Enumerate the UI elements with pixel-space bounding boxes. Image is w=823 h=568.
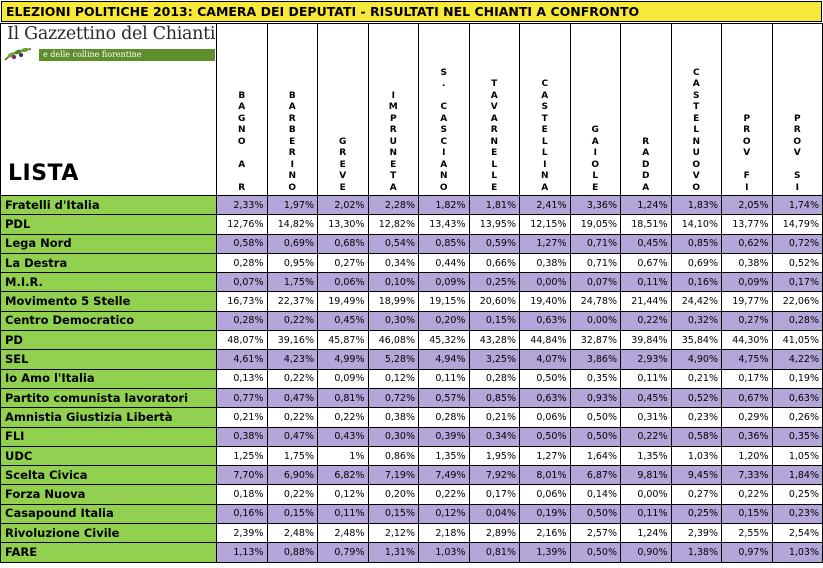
- table-row: [1, 466, 823, 485]
- party-name: Scelta Civica: [1, 466, 217, 485]
- result-cell: 0,22%: [621, 427, 672, 446]
- party-name: Centro Democratico: [1, 311, 217, 330]
- result-cell: 2,33%: [217, 196, 268, 215]
- result-cell: 5,28%: [368, 350, 419, 369]
- logo-title: Il Gazzettino del Chianti: [7, 24, 216, 44]
- result-cell: 0,31%: [621, 408, 672, 427]
- result-cell: 19,40%: [520, 292, 571, 311]
- result-cell: 1,20%: [722, 446, 773, 465]
- result-cell: 3,25%: [469, 350, 520, 369]
- result-cell: 2,05%: [722, 196, 773, 215]
- result-cell: 0,67%: [722, 388, 773, 407]
- result-cell: 8,01%: [520, 466, 571, 485]
- result-cell: 0,67%: [621, 253, 672, 272]
- result-cell: 1,75%: [267, 273, 318, 292]
- column-header-label: B A G N O A R: [237, 90, 246, 193]
- result-cell: 0,06%: [318, 273, 369, 292]
- column-header: [621, 24, 672, 196]
- result-cell: 0,22%: [267, 369, 318, 388]
- result-cell: 0,86%: [368, 446, 419, 465]
- result-cell: 0,36%: [722, 427, 773, 446]
- result-cell: 0,25%: [469, 273, 520, 292]
- result-cell: 0,52%: [671, 388, 722, 407]
- result-cell: 35,84%: [671, 331, 722, 350]
- result-cell: 0,20%: [368, 485, 419, 504]
- result-cell: 12,76%: [217, 215, 268, 234]
- column-header: [671, 24, 722, 196]
- column-header: [267, 24, 318, 196]
- table-row: [1, 311, 823, 330]
- results-body: [1, 196, 823, 563]
- party-name: PDL: [1, 215, 217, 234]
- result-cell: 0,19%: [772, 369, 823, 388]
- result-cell: 0,16%: [217, 504, 268, 523]
- result-cell: 44,30%: [722, 331, 773, 350]
- column-header: [217, 24, 268, 196]
- result-cell: 7,33%: [722, 466, 773, 485]
- column-header-label: P R O V F I: [742, 113, 751, 193]
- result-cell: 1,35%: [419, 446, 470, 465]
- column-header-label: G A I O L E: [591, 125, 600, 193]
- result-cell: 1,05%: [772, 446, 823, 465]
- result-cell: 0,22%: [419, 485, 470, 504]
- result-cell: 0,38%: [722, 253, 773, 272]
- result-cell: 0,12%: [318, 485, 369, 504]
- result-cell: 1,97%: [267, 196, 318, 215]
- result-cell: 1,35%: [621, 446, 672, 465]
- result-cell: 0,11%: [621, 504, 672, 523]
- result-cell: 0,45%: [318, 311, 369, 330]
- result-cell: 46,08%: [368, 331, 419, 350]
- result-cell: 45,32%: [419, 331, 470, 350]
- result-cell: 2,54%: [772, 524, 823, 543]
- result-cell: 0,11%: [318, 504, 369, 523]
- result-cell: 2,02%: [318, 196, 369, 215]
- result-cell: 0,71%: [570, 234, 621, 253]
- result-cell: 14,10%: [671, 215, 722, 234]
- result-cell: 0,22%: [722, 485, 773, 504]
- result-cell: 0,38%: [368, 408, 419, 427]
- result-cell: 0,52%: [772, 253, 823, 272]
- result-cell: 6,87%: [570, 466, 621, 485]
- column-header: [722, 24, 773, 196]
- result-cell: 1,31%: [368, 543, 419, 562]
- result-cell: 0,28%: [772, 311, 823, 330]
- result-cell: 1,82%: [419, 196, 470, 215]
- column-header-label: C A S T E L L I N A: [540, 79, 549, 193]
- result-cell: 13,43%: [419, 215, 470, 234]
- result-cell: 0,50%: [520, 427, 571, 446]
- result-cell: 0,00%: [621, 485, 672, 504]
- party-name: La Destra: [1, 253, 217, 272]
- result-cell: 0,09%: [419, 273, 470, 292]
- result-cell: 0,22%: [267, 408, 318, 427]
- result-cell: 0,95%: [267, 253, 318, 272]
- result-cell: 0,14%: [570, 485, 621, 504]
- result-cell: 0,22%: [267, 311, 318, 330]
- result-cell: 0,11%: [621, 369, 672, 388]
- result-cell: 16,73%: [217, 292, 268, 311]
- table-row: [1, 196, 823, 215]
- table-row: [1, 234, 823, 253]
- page-title: ELEZIONI POLITICHE 2013: CAMERA DEI DEPUTATI - RISULTATI NEL CHIANTI A CONFRONTO: [1, 1, 822, 22]
- result-cell: 0,85%: [671, 234, 722, 253]
- result-cell: 0,12%: [368, 369, 419, 388]
- table-row: [1, 273, 823, 292]
- column-header: [318, 24, 369, 196]
- result-cell: 0,17%: [722, 369, 773, 388]
- result-cell: 0,39%: [419, 427, 470, 446]
- result-cell: 0,69%: [671, 253, 722, 272]
- result-cell: 9,45%: [671, 466, 722, 485]
- result-cell: 0,04%: [469, 504, 520, 523]
- result-cell: 1,75%: [267, 446, 318, 465]
- result-cell: 6,82%: [318, 466, 369, 485]
- result-cell: 0,85%: [469, 388, 520, 407]
- table-row: [1, 543, 823, 562]
- result-cell: 2,48%: [318, 524, 369, 543]
- result-cell: 0,23%: [772, 504, 823, 523]
- result-cell: 2,57%: [570, 524, 621, 543]
- result-cell: 1,03%: [772, 543, 823, 562]
- result-cell: 0,09%: [722, 273, 773, 292]
- result-cell: 0,85%: [419, 234, 470, 253]
- result-cell: 2,48%: [267, 524, 318, 543]
- result-cell: 13,77%: [722, 215, 773, 234]
- result-cell: 0,15%: [267, 504, 318, 523]
- result-cell: 1,38%: [671, 543, 722, 562]
- column-header-label: T A V A R N E L L E: [490, 79, 499, 193]
- result-cell: 0,81%: [318, 388, 369, 407]
- party-name: M.I.R.: [1, 273, 217, 292]
- result-cell: 4,61%: [217, 350, 268, 369]
- result-cell: 0,16%: [671, 273, 722, 292]
- result-cell: 2,55%: [722, 524, 773, 543]
- olive-branch-icon: [3, 46, 33, 62]
- party-name: PD: [1, 331, 217, 350]
- table-row: [1, 504, 823, 523]
- result-cell: 0,79%: [318, 543, 369, 562]
- result-cell: 0,19%: [520, 504, 571, 523]
- result-cell: 0,28%: [217, 311, 268, 330]
- table-row: [1, 408, 823, 427]
- result-cell: 7,70%: [217, 466, 268, 485]
- table-row: [1, 485, 823, 504]
- result-cell: 0,22%: [267, 485, 318, 504]
- result-cell: 4,23%: [267, 350, 318, 369]
- result-cell: 3,86%: [570, 350, 621, 369]
- result-cell: 0,13%: [217, 369, 268, 388]
- result-cell: 0,11%: [419, 369, 470, 388]
- result-cell: 0,25%: [671, 504, 722, 523]
- result-cell: 1,03%: [419, 543, 470, 562]
- result-cell: 0,17%: [772, 273, 823, 292]
- table-row: [1, 369, 823, 388]
- result-cell: 0,22%: [318, 408, 369, 427]
- result-cell: 0,68%: [318, 234, 369, 253]
- result-cell: 1,13%: [217, 543, 268, 562]
- column-header: [570, 24, 621, 196]
- result-cell: 0,50%: [520, 369, 571, 388]
- result-cell: 1,39%: [520, 543, 571, 562]
- result-cell: 0,30%: [368, 311, 419, 330]
- result-cell: 0,45%: [621, 388, 672, 407]
- result-cell: 12,15%: [520, 215, 571, 234]
- column-header-label: G R E V E: [339, 136, 347, 193]
- result-cell: 0,18%: [217, 485, 268, 504]
- result-cell: 14,79%: [772, 215, 823, 234]
- result-cell: 0,21%: [469, 408, 520, 427]
- result-cell: 0,28%: [419, 408, 470, 427]
- result-cell: 0,63%: [520, 311, 571, 330]
- result-cell: 1,03%: [671, 446, 722, 465]
- result-cell: 44,84%: [520, 331, 571, 350]
- result-cell: 0,66%: [469, 253, 520, 272]
- gazzettino-logo: [3, 24, 215, 64]
- result-cell: 6,90%: [267, 466, 318, 485]
- party-name: FARE: [1, 543, 217, 562]
- logo-subtitle: e delle colline fiorentine: [39, 49, 215, 61]
- result-cell: 0,43%: [318, 427, 369, 446]
- result-cell: 0,47%: [267, 427, 318, 446]
- result-cell: 0,72%: [368, 388, 419, 407]
- result-cell: 4,94%: [419, 350, 470, 369]
- column-header-label: B A R B E R I N O: [288, 90, 297, 193]
- result-cell: 0,06%: [520, 408, 571, 427]
- result-cell: 0,23%: [671, 408, 722, 427]
- result-cell: 19,49%: [318, 292, 369, 311]
- result-cell: 1,27%: [520, 234, 571, 253]
- result-cell: 0,77%: [217, 388, 268, 407]
- result-cell: 45,87%: [318, 331, 369, 350]
- result-cell: 39,16%: [267, 331, 318, 350]
- party-name: Amnistia Giustizia Libertà: [1, 408, 217, 427]
- party-name: Io Amo l'Italia: [1, 369, 217, 388]
- result-cell: 0,59%: [469, 234, 520, 253]
- result-cell: 0,22%: [621, 311, 672, 330]
- result-cell: 4,99%: [318, 350, 369, 369]
- result-cell: 0,15%: [722, 504, 773, 523]
- result-cell: 0,15%: [368, 504, 419, 523]
- result-cell: 0,25%: [772, 485, 823, 504]
- table-row: [1, 253, 823, 272]
- result-cell: 32,87%: [570, 331, 621, 350]
- result-cell: 0,07%: [570, 273, 621, 292]
- result-cell: 0,12%: [419, 504, 470, 523]
- result-cell: 0,50%: [570, 504, 621, 523]
- party-name: Forza Nuova: [1, 485, 217, 504]
- result-cell: 0,45%: [621, 234, 672, 253]
- result-cell: 2,89%: [469, 524, 520, 543]
- result-cell: 4,90%: [671, 350, 722, 369]
- result-cell: 2,41%: [520, 196, 571, 215]
- result-cell: 48,07%: [217, 331, 268, 350]
- party-name: Lega Nord: [1, 234, 217, 253]
- table-row: [1, 388, 823, 407]
- result-cell: 20,60%: [469, 292, 520, 311]
- result-cell: 9,81%: [621, 466, 672, 485]
- result-cell: 2,28%: [368, 196, 419, 215]
- result-cell: 0,34%: [469, 427, 520, 446]
- column-header-label: R A D D A: [642, 136, 650, 193]
- result-cell: 0,88%: [267, 543, 318, 562]
- result-cell: 22,37%: [267, 292, 318, 311]
- result-cell: 0,30%: [368, 427, 419, 446]
- result-cell: 1,95%: [469, 446, 520, 465]
- result-cell: 0,54%: [368, 234, 419, 253]
- result-cell: 0,97%: [722, 543, 773, 562]
- result-cell: 0,38%: [217, 427, 268, 446]
- result-cell: 0,58%: [217, 234, 268, 253]
- result-cell: 1,83%: [671, 196, 722, 215]
- result-cell: 0,50%: [570, 408, 621, 427]
- result-cell: 0,38%: [520, 253, 571, 272]
- result-cell: 0,72%: [772, 234, 823, 253]
- column-header-label: C A S T E L N U O V O: [692, 67, 701, 193]
- result-cell: 0,34%: [368, 253, 419, 272]
- result-cell: 41,05%: [772, 331, 823, 350]
- result-cell: 1,64%: [570, 446, 621, 465]
- result-cell: 7,49%: [419, 466, 470, 485]
- result-cell: 1,84%: [772, 466, 823, 485]
- result-cell: 2,12%: [368, 524, 419, 543]
- result-cell: 0,44%: [419, 253, 470, 272]
- result-cell: 2,93%: [621, 350, 672, 369]
- result-cell: 0,20%: [419, 311, 470, 330]
- party-name: Rivoluzione Civile: [1, 524, 217, 543]
- result-cell: 0,09%: [318, 369, 369, 388]
- result-cell: 0,07%: [217, 273, 268, 292]
- column-header: [469, 24, 520, 196]
- result-cell: 2,18%: [419, 524, 470, 543]
- result-cell: 0,35%: [772, 427, 823, 446]
- result-cell: 0,21%: [217, 408, 268, 427]
- result-cell: 0,47%: [267, 388, 318, 407]
- result-cell: 1,74%: [772, 196, 823, 215]
- table-row: [1, 524, 823, 543]
- result-cell: 0,27%: [671, 485, 722, 504]
- result-cell: 0,63%: [772, 388, 823, 407]
- result-cell: 0,28%: [217, 253, 268, 272]
- result-cell: 3,36%: [570, 196, 621, 215]
- column-header: [368, 24, 419, 196]
- party-name: FLI: [1, 427, 217, 446]
- party-name: SEL: [1, 350, 217, 369]
- result-cell: 1,24%: [621, 524, 672, 543]
- result-cell: 13,95%: [469, 215, 520, 234]
- column-header-label: P R O V S I: [793, 113, 802, 193]
- table-row: [1, 331, 823, 350]
- table-row: [1, 350, 823, 369]
- table-row: [1, 292, 823, 311]
- result-cell: 13,30%: [318, 215, 369, 234]
- result-cell: 7,19%: [368, 466, 419, 485]
- result-cell: 1,81%: [469, 196, 520, 215]
- table-row: [1, 446, 823, 465]
- result-cell: 1,24%: [621, 196, 672, 215]
- table-row: [1, 427, 823, 446]
- party-name: Movimento 5 Stelle: [1, 292, 217, 311]
- result-cell: 2,39%: [217, 524, 268, 543]
- party-name: Fratelli d'Italia: [1, 196, 217, 215]
- column-header-label: I M P R U N E T A: [388, 90, 398, 193]
- result-cell: 0,57%: [419, 388, 470, 407]
- party-name: Casapound Italia: [1, 504, 217, 523]
- result-cell: 19,05%: [570, 215, 621, 234]
- result-cell: 0,27%: [722, 311, 773, 330]
- result-cell: 0,10%: [368, 273, 419, 292]
- result-cell: 0,28%: [469, 369, 520, 388]
- result-cell: 12,82%: [368, 215, 419, 234]
- result-cell: 1%: [318, 446, 369, 465]
- result-cell: 0,69%: [267, 234, 318, 253]
- result-cell: 4,75%: [722, 350, 773, 369]
- result-cell: 18,51%: [621, 215, 672, 234]
- results-table: [0, 23, 823, 563]
- result-cell: 0,27%: [318, 253, 369, 272]
- result-cell: 22,06%: [772, 292, 823, 311]
- result-cell: 0,50%: [570, 543, 621, 562]
- result-cell: 0,35%: [570, 369, 621, 388]
- result-cell: 7,92%: [469, 466, 520, 485]
- result-cell: 4,22%: [772, 350, 823, 369]
- result-cell: 2,39%: [671, 524, 722, 543]
- result-cell: 0,17%: [469, 485, 520, 504]
- result-cell: 21,44%: [621, 292, 672, 311]
- column-header: [520, 24, 571, 196]
- result-cell: 14,82%: [267, 215, 318, 234]
- column-header: [419, 24, 470, 196]
- result-cell: 0,32%: [671, 311, 722, 330]
- result-cell: 0,11%: [621, 273, 672, 292]
- result-cell: 4,07%: [520, 350, 571, 369]
- result-cell: 0,93%: [570, 388, 621, 407]
- result-cell: 0,26%: [772, 408, 823, 427]
- column-header-label: S . C A S C I A N O: [439, 67, 448, 193]
- result-cell: 18,99%: [368, 292, 419, 311]
- result-cell: 0,90%: [621, 543, 672, 562]
- result-cell: 0,62%: [722, 234, 773, 253]
- table-row: [1, 215, 823, 234]
- result-cell: 0,63%: [520, 388, 571, 407]
- result-cell: 24,42%: [671, 292, 722, 311]
- result-cell: 1,25%: [217, 446, 268, 465]
- result-cell: 2,16%: [520, 524, 571, 543]
- lista-heading: LISTA: [8, 161, 79, 186]
- party-name: UDC: [1, 446, 217, 465]
- result-cell: 1,27%: [520, 446, 571, 465]
- result-cell: 0,50%: [570, 427, 621, 446]
- result-cell: 0,21%: [671, 369, 722, 388]
- result-cell: 0,06%: [520, 485, 571, 504]
- result-cell: 0,00%: [570, 311, 621, 330]
- result-cell: 24,78%: [570, 292, 621, 311]
- result-cell: 0,29%: [722, 408, 773, 427]
- column-header: [772, 24, 823, 196]
- result-cell: 0,71%: [570, 253, 621, 272]
- result-cell: 0,15%: [469, 311, 520, 330]
- result-cell: 19,15%: [419, 292, 470, 311]
- result-cell: 0,58%: [671, 427, 722, 446]
- result-cell: 39,84%: [621, 331, 672, 350]
- result-cell: 0,00%: [520, 273, 571, 292]
- result-cell: 0,81%: [469, 543, 520, 562]
- result-cell: 19,77%: [722, 292, 773, 311]
- result-cell: 43,28%: [469, 331, 520, 350]
- party-name: Partito comunista lavoratori: [1, 388, 217, 407]
